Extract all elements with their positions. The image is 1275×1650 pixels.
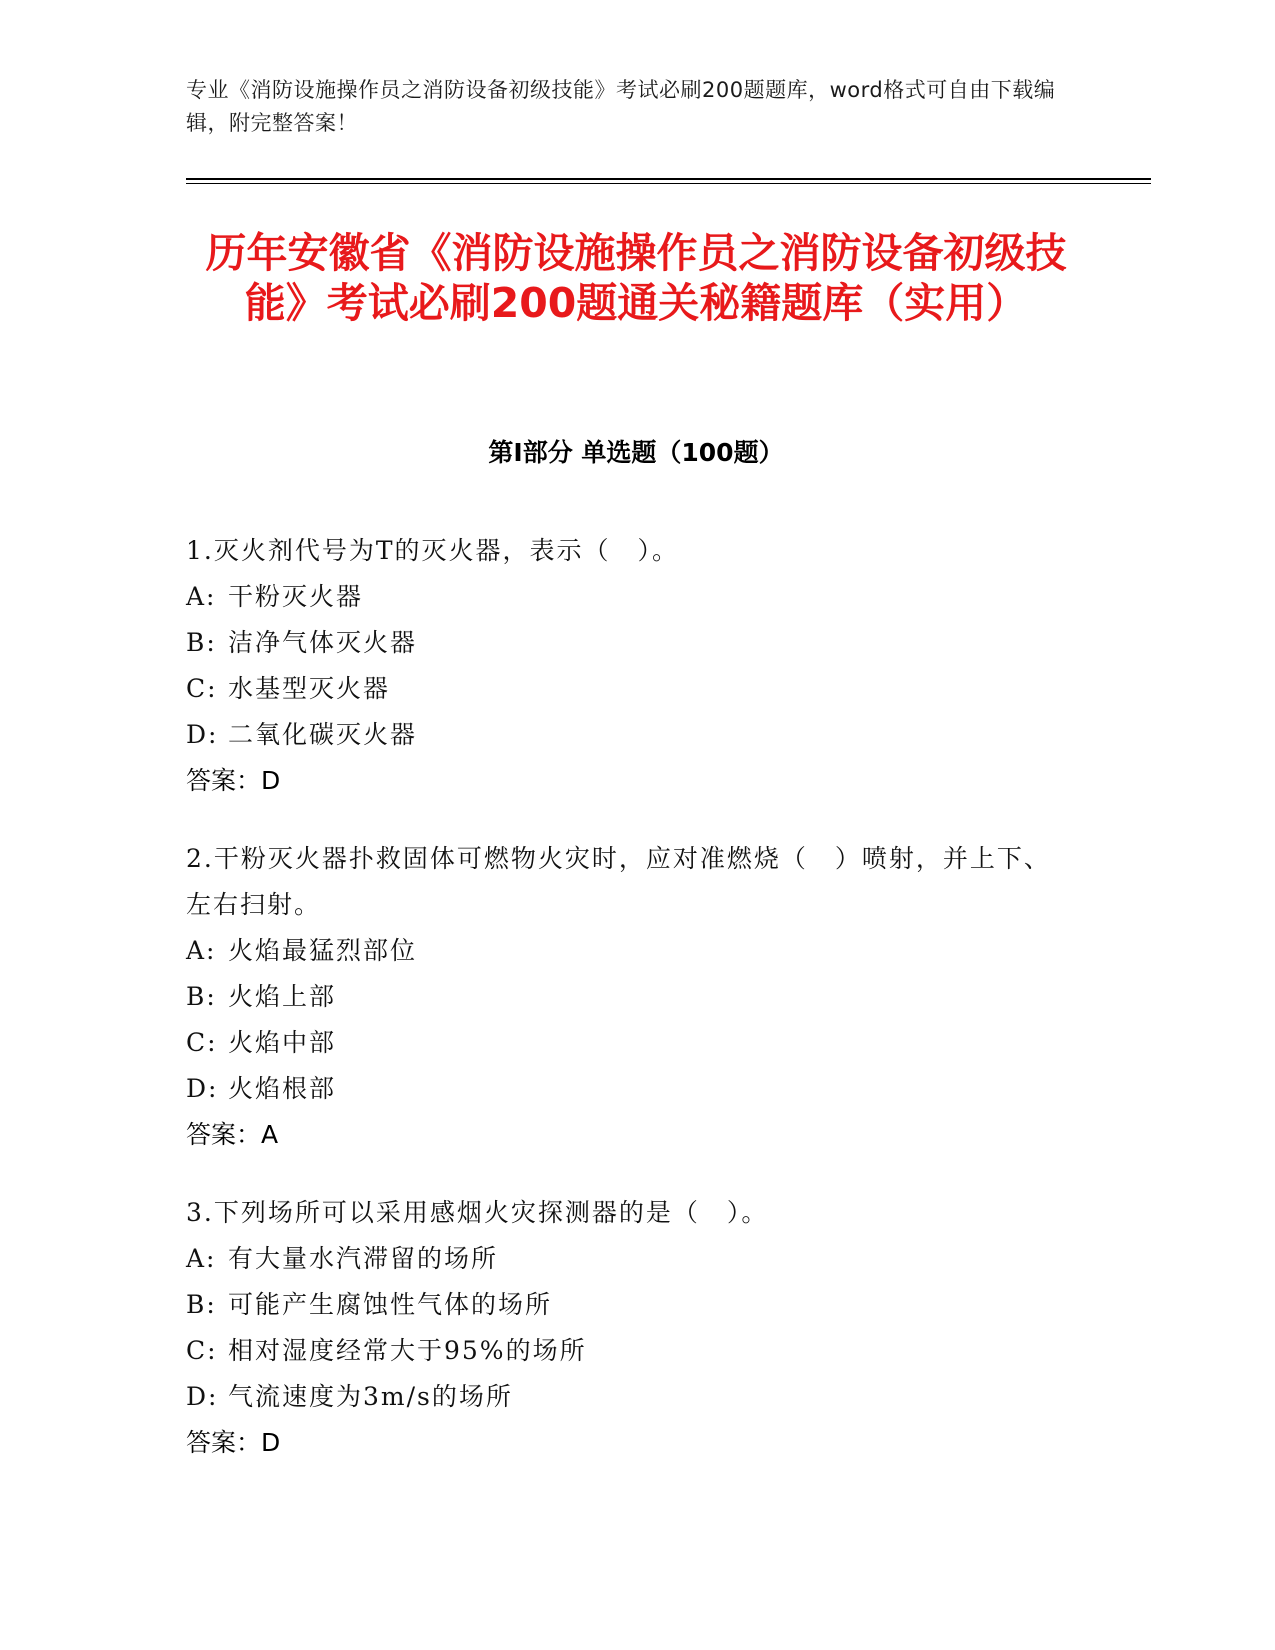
option-text: 火焰根部	[228, 1074, 337, 1103]
option-text: 火焰上部	[228, 982, 337, 1011]
option-text: 可能产生腐蚀性气体的场所	[228, 1290, 553, 1319]
option-d	[186, 1374, 1066, 1420]
option-text: 洁净气体灭火器	[228, 628, 418, 657]
question-2	[186, 836, 1066, 1158]
option-letter: C:	[186, 674, 218, 703]
option-d	[186, 712, 1066, 758]
option-letter: C:	[186, 1028, 218, 1057]
option-letter: D:	[186, 720, 219, 749]
section-heading: 第Ⅰ部分 单选题（100题）	[488, 438, 784, 467]
option-letter: D:	[186, 1382, 219, 1411]
question-stem: 2.干粉灭火器扑救固体可燃物火灾时，应对准燃烧（ ）喷射，并上下、左右扫射。	[186, 844, 1051, 919]
option-letter: D:	[186, 1074, 219, 1103]
option-text: 火焰最猛烈部位	[228, 936, 418, 965]
option-text: 气流速度为3m/s的场所	[228, 1382, 513, 1411]
header-rule-thick	[186, 178, 1151, 180]
option-b	[186, 1282, 1066, 1328]
option-text: 二氧化碳灭火器	[228, 720, 418, 749]
option-text: 水基型灭火器	[228, 674, 391, 703]
question-1	[186, 528, 1066, 804]
option-text: 有大量水汽滞留的场所	[228, 1244, 499, 1273]
answer-line: 答案：D	[186, 1428, 281, 1457]
answer-line: 答案：D	[186, 766, 281, 795]
option-c	[186, 666, 1066, 712]
option-a	[186, 928, 1066, 974]
option-letter: C:	[186, 1336, 218, 1365]
header-rule-thin	[186, 183, 1151, 184]
option-text: 干粉灭火器	[228, 582, 364, 611]
option-text: 相对湿度经常大于95%的场所	[228, 1336, 587, 1365]
option-c	[186, 1020, 1066, 1066]
answer-line: 答案：A	[186, 1120, 279, 1149]
option-letter: A:	[186, 582, 217, 611]
option-text: 火焰中部	[228, 1028, 337, 1057]
option-a	[186, 574, 1066, 620]
option-letter: A:	[186, 936, 217, 965]
header-note: 专业《消防设施操作员之消防设备初级技能》考试必刷200题题库，word格式可自由下载编辑，附完整答案！	[186, 78, 1056, 135]
option-letter: B:	[186, 1290, 217, 1319]
document-title: 历年安徽省《消防设施操作员之消防设备初级技能》考试必刷200题通关秘籍题库（实用）	[205, 229, 1067, 327]
option-b	[186, 620, 1066, 666]
option-c	[186, 1328, 1066, 1374]
option-b	[186, 974, 1066, 1020]
option-letter: B:	[186, 982, 217, 1011]
option-letter: A:	[186, 1244, 217, 1273]
question-3	[186, 1190, 1066, 1466]
option-d	[186, 1066, 1066, 1112]
question-list	[186, 528, 1066, 1498]
option-a	[186, 1236, 1066, 1282]
option-letter: B:	[186, 628, 217, 657]
question-stem: 3.下列场所可以采用感烟火灾探测器的是（ ）。	[186, 1198, 769, 1227]
question-stem: 1.灭火剂代号为T的灭火器，表示（ ）。	[186, 536, 680, 565]
